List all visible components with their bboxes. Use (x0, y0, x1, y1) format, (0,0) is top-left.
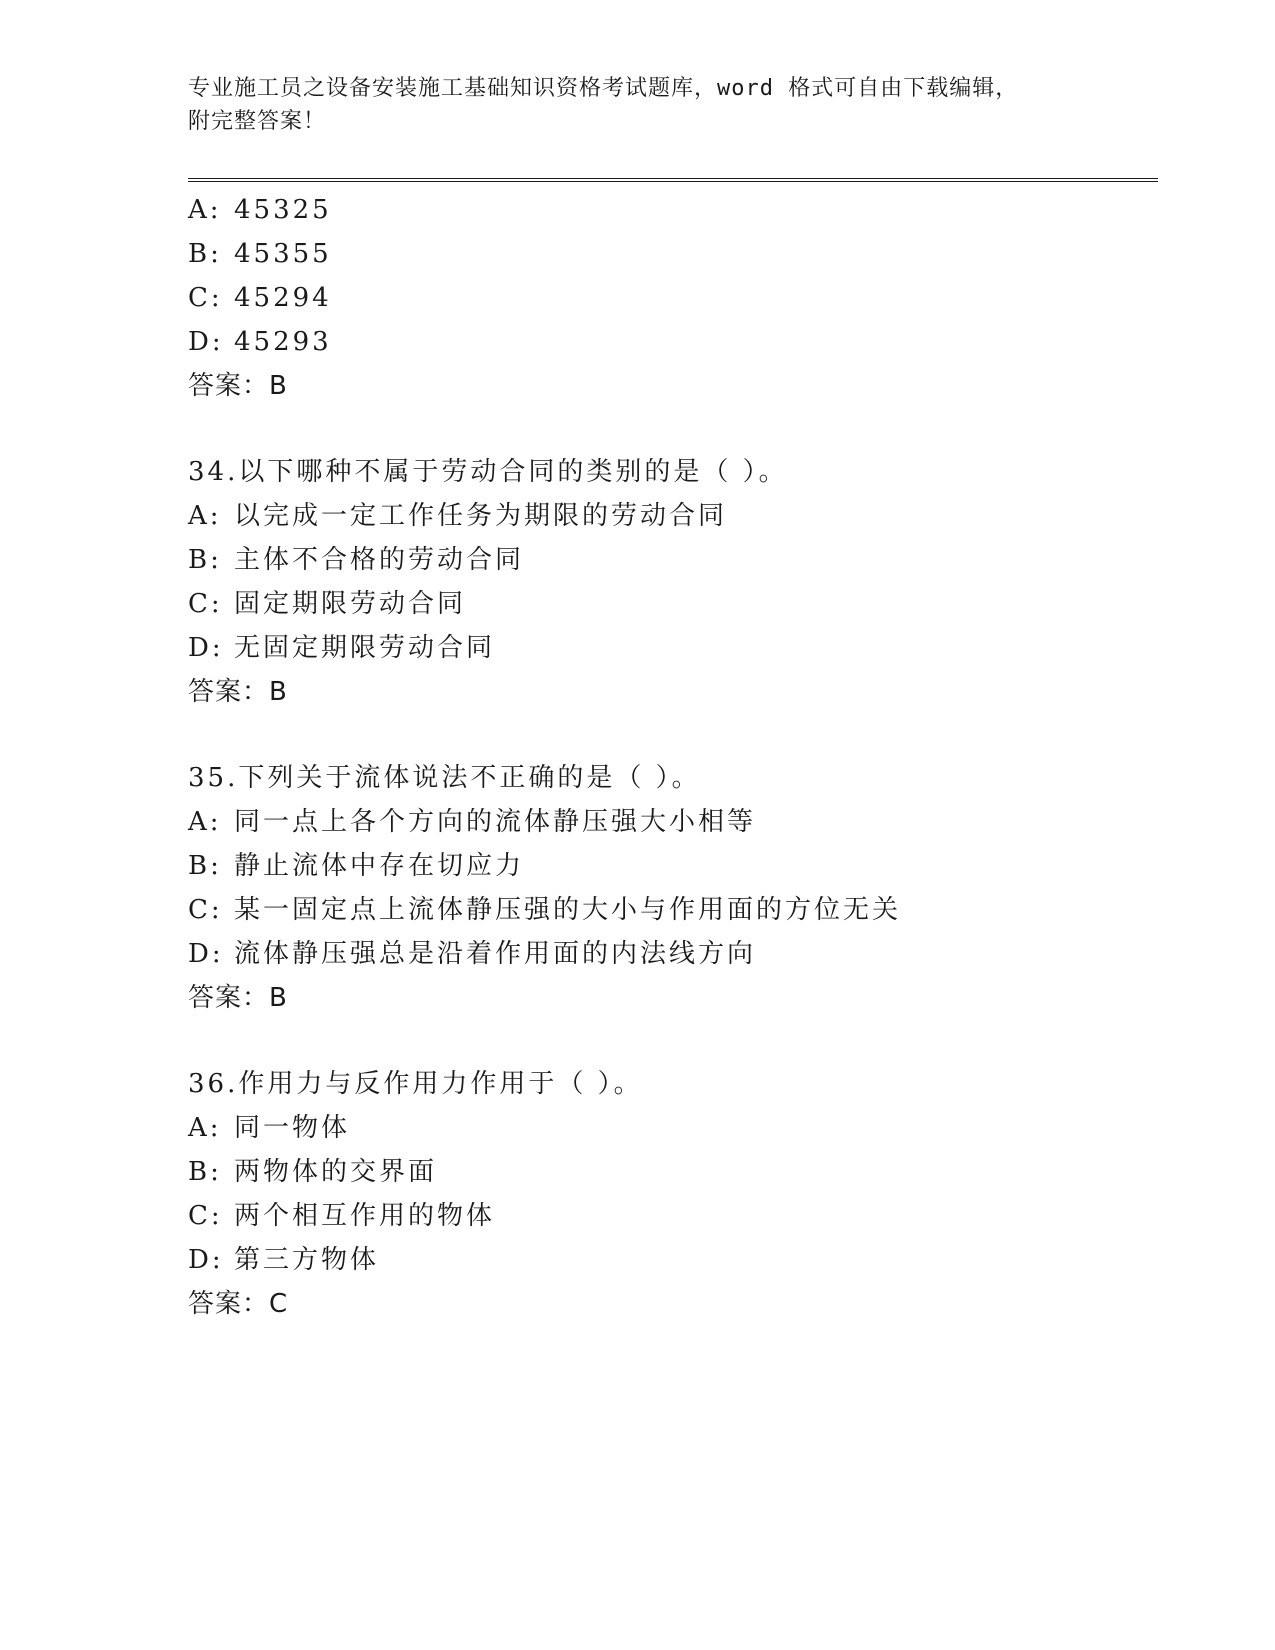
document-header (188, 72, 1088, 138)
q34-answer: 答案：B (188, 677, 288, 707)
q33-option-b: B: 45355 (188, 239, 332, 269)
q33-option-c: C: 45294 (188, 283, 332, 313)
q34-option-a: A: 以完成一定工作任务为期限的劳动合同 (188, 501, 728, 531)
header-line-2: 附完整答案！ (188, 109, 327, 134)
q33-option-d: D: 45293 (188, 327, 332, 357)
header-divider (188, 178, 1158, 182)
q36-answer: 答案：C (188, 1289, 289, 1319)
q34-option-d: D: 无固定期限劳动合同 (188, 633, 496, 663)
q33-option-a: A: 45325 (188, 195, 332, 225)
q36-option-d: D: 第三方物体 (188, 1245, 380, 1275)
q34-question: 34.以下哪种不属于劳动合同的类别的是（ ）。 (188, 457, 788, 487)
q36-option-c: C: 两个相互作用的物体 (188, 1201, 496, 1231)
q35-option-c: C: 某一固定点上流体静压强的大小与作用面的方位无关 (188, 895, 902, 925)
q34-option-c: C: 固定期限劳动合同 (188, 589, 467, 619)
q35-answer: 答案：B (188, 983, 288, 1013)
q35-option-d: D: 流体静压强总是沿着作用面的内法线方向 (188, 939, 757, 969)
header-line-1: 专业施工员之设备安装施工基础知识资格考试题库，word 格式可自由下载编辑， (188, 76, 1019, 101)
q35-option-a: A: 同一点上各个方向的流体静压强大小相等 (188, 807, 757, 837)
q36-question: 36.作用力与反作用力作用于（ ）。 (188, 1069, 643, 1099)
q36-option-a: A: 同一物体 (188, 1113, 351, 1143)
q36-option-b: B: 两物体的交界面 (188, 1157, 438, 1187)
q33-answer: 答案：B (188, 371, 288, 401)
q35-option-b: B: 静止流体中存在切应力 (188, 851, 525, 881)
q34-option-b: B: 主体不合格的劳动合同 (188, 545, 525, 575)
q35-question: 35.下列关于流体说法不正确的是（ ）。 (188, 763, 701, 793)
